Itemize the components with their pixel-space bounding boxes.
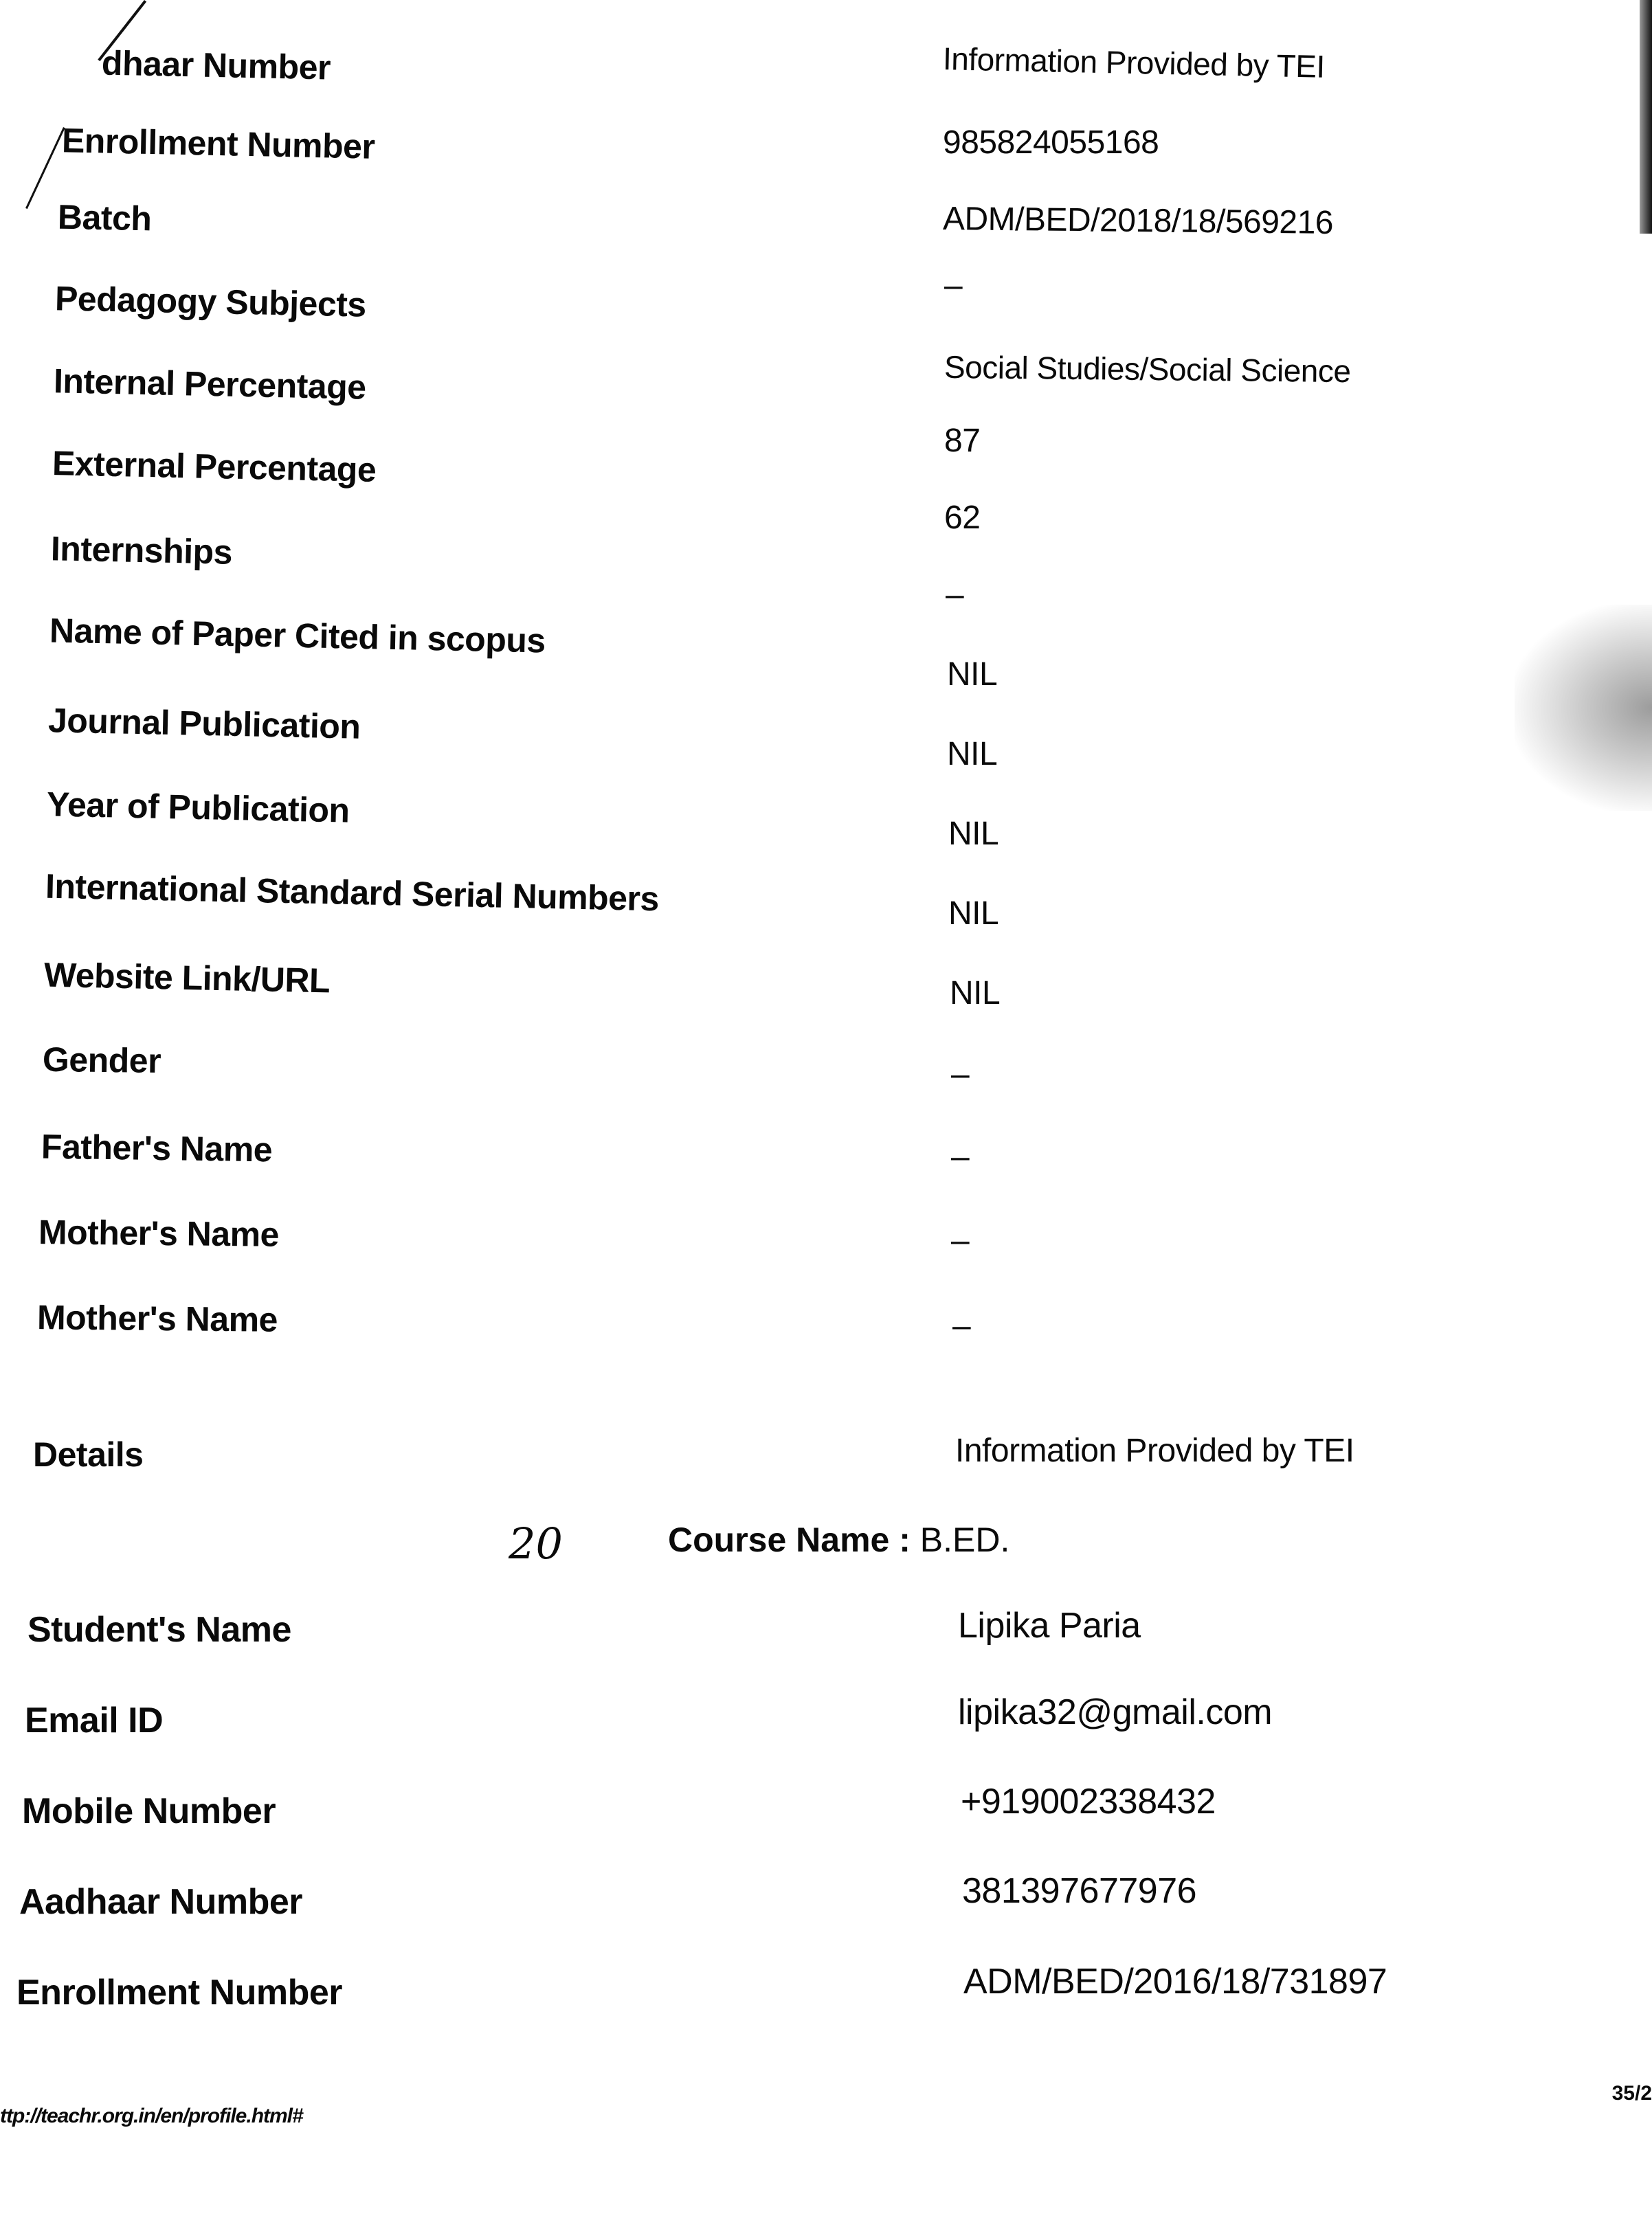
field-value-issn: NIL [948,895,999,932]
field-label-external-percentage: External Percentage [52,444,377,489]
field-value-fathers-name: – [951,1139,970,1175]
course-name-label: Course Name : [668,1521,911,1559]
field-label-aadhaar-number: Aadhaar Number [19,1882,302,1922]
handwritten-number: 20 [509,1519,563,1569]
field-value-mothers-name: – [951,1222,970,1259]
field-label-email-id: Email ID [25,1701,164,1740]
field-value-enrollment-number: 985824055168 [943,124,1159,161]
field-label-internships: Internships [50,529,233,572]
field-value-pedagogy-subject: Social Studies/Social Science [944,348,1351,390]
field-label-gender: Gender [42,1040,161,1081]
header-info-provided: Information Provided by TEI [942,41,1326,85]
field-label-mothers-name-duplicate: Mother's Name [36,1298,278,1339]
field-label-batch: Batch [57,197,152,238]
field-label-mobile-number: Mobile Number [22,1791,276,1831]
field-label-journal-publication: Journal Publication [47,701,361,746]
field-value-gender: – [951,1056,970,1093]
field-label-fathers-name: Father's Name [41,1127,273,1169]
field-value-mothers-name-duplicate: – [952,1308,971,1344]
course-name-value: B.ED. [919,1521,1010,1559]
field-label-enrollment-number-student: Enrollment Number [16,1973,342,2013]
field-value-internal-percentage: 87 [944,423,981,459]
footer-url: ttp://teachr.org.in/en/profile.html# [0,2105,303,2127]
field-value-pedagogy-dash: – [944,267,963,304]
field-label-internal-percentage: Internal Percentage [53,361,367,407]
field-value-aadhaar-number: 381397677976 [962,1871,1197,1911]
field-value-batch: ADM/BED/2018/18/569216 [942,201,1334,241]
details-info-provided: Information Provided by TEI [955,1433,1354,1469]
field-value-mobile-number: +919002338432 [961,1782,1216,1822]
details-label: Details [33,1435,144,1474]
scan-smudge [1515,605,1652,811]
page-number: 35/2 [1611,2082,1652,2105]
field-label-website-link: Website Link/URL [43,955,331,1000]
field-value-year-of-publication: NIL [948,816,999,852]
field-label-issn: International Standard Serial Numbers [45,866,660,919]
field-label-aadhaar-partial: dhaar Number [101,43,331,87]
field-label-mothers-name: Mother's Name [38,1213,280,1254]
field-value-paper-cited-scopus: NIL [947,656,998,693]
field-label-students-name: Student's Name [27,1610,291,1650]
pen-mark [25,127,65,209]
field-value-students-name: Lipika Paria [958,1606,1141,1646]
field-value-external-percentage: 62 [944,500,981,536]
field-value-internships: – [946,576,964,613]
field-value-enrollment-number-student: ADM/BED/2016/18/731897 [963,1962,1387,2002]
field-label-paper-cited-scopus: Name of Paper Cited in scopus [49,611,546,660]
field-value-journal-publication: NIL [947,736,998,772]
field-value-website-link: NIL [950,975,1001,1011]
field-label-enrollment-number: Enrollment Number [61,121,375,166]
course-name-heading [668,1520,1009,1560]
scan-edge-shadow [1640,0,1652,234]
field-value-email-id: lipika32@gmail.com [958,1692,1273,1732]
field-label-year-of-publication: Year of Publication [46,785,350,830]
field-label-pedagogy-subjects: Pedagogy Subjects [54,279,367,324]
